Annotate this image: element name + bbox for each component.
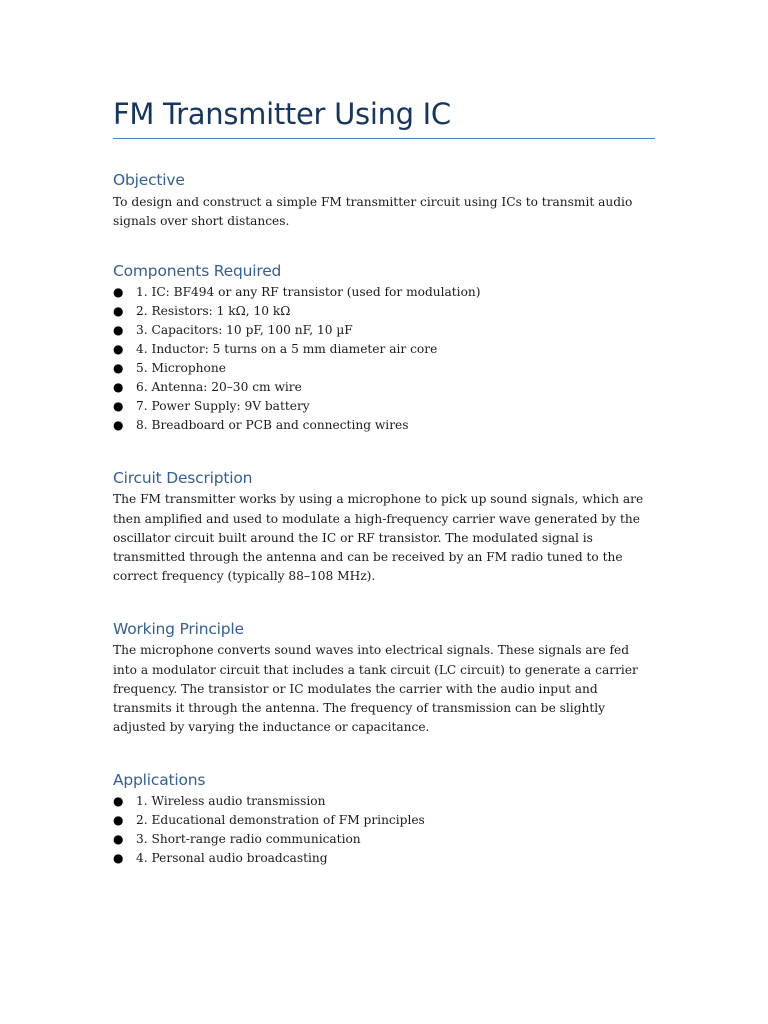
objective-section bbox=[113, 169, 655, 231]
applications-section bbox=[113, 769, 655, 868]
objective-text: To design and construct a simple FM transmitter circuit using ICs to transmit audio signals over short distances. bbox=[113, 195, 633, 229]
bullet-dot-icon: ● bbox=[113, 832, 124, 847]
list-item bbox=[113, 302, 655, 321]
list-item bbox=[113, 849, 655, 868]
bullet-dot-icon: ● bbox=[113, 323, 124, 338]
list-item-text: 2. Educational demonstration of FM principles bbox=[136, 813, 425, 828]
bullet-dot-icon: ● bbox=[113, 342, 124, 357]
working-section bbox=[113, 618, 655, 737]
bullet-dot-icon: ● bbox=[113, 813, 124, 828]
components-section bbox=[113, 260, 655, 435]
applications-heading: Applications bbox=[113, 771, 206, 790]
objective-heading: Objective bbox=[113, 171, 185, 189]
list-item-text: 7. Power Supply: 9V battery bbox=[136, 399, 310, 414]
list-item-text: 5. Microphone bbox=[136, 361, 226, 376]
circuit-text: The FM transmitter works by using a microphone to pick up sound signals, which are then amplified and used to modulate a high-frequency carrier wave generated by the oscillator circuit built around the IC or RF transistor. The modulated signal is transmitted through the antenna and can be received by an FM radio tuned to the correct frequency (typically 88–108 MHz). bbox=[113, 492, 644, 584]
list-item bbox=[113, 811, 655, 830]
list-item bbox=[113, 397, 655, 416]
list-item bbox=[113, 830, 655, 849]
components-heading: Components Required bbox=[113, 262, 282, 281]
bullet-dot-icon: ● bbox=[113, 418, 124, 433]
list-item-text: 8. Breadboard or PCB and connecting wires bbox=[136, 418, 409, 433]
list-item bbox=[113, 359, 655, 378]
list-item bbox=[113, 340, 655, 359]
circuit-section bbox=[113, 467, 655, 586]
list-item-text: 3. Capacitors: 10 pF, 100 nF, 10 µF bbox=[136, 323, 353, 338]
document-body bbox=[113, 95, 655, 868]
list-item bbox=[113, 321, 655, 340]
list-item bbox=[113, 792, 655, 811]
list-item bbox=[113, 378, 655, 397]
working-heading: Working Principle bbox=[113, 620, 244, 639]
bullet-dot-icon: ● bbox=[113, 399, 124, 414]
list-item bbox=[113, 416, 655, 435]
list-item-text: 2. Resistors: 1 kΩ, 10 kΩ bbox=[136, 304, 291, 319]
bullet-dot-icon: ● bbox=[113, 380, 124, 395]
circuit-heading: Circuit Description bbox=[113, 469, 253, 488]
list-item-text: 1. IC: BF494 or any RF transistor (used for modulation) bbox=[136, 285, 481, 300]
list-item-text: 4. Inductor: 5 turns on a 5 mm diameter air core bbox=[136, 342, 438, 357]
components-list bbox=[113, 283, 655, 435]
list-item-text: 3. Short-range radio communication bbox=[136, 832, 361, 847]
bullet-dot-icon: ● bbox=[113, 304, 124, 319]
document-title: FM Transmitter Using IC bbox=[113, 95, 655, 139]
working-text: The microphone converts sound waves into electrical signals. These signals are fed into a modulator circuit that includes a tank circuit (LC circuit) to generate a carrier frequency. The transistor or IC modulates the carrier with the audio input and transmits it through the antenna. The frequency of transmission can be slightly adjusted by varying the inductance or capacitance. bbox=[113, 643, 638, 735]
bullet-dot-icon: ● bbox=[113, 361, 124, 376]
list-item-text: 1. Wireless audio transmission bbox=[136, 794, 326, 809]
applications-list bbox=[113, 792, 655, 868]
list-item bbox=[113, 283, 655, 302]
bullet-dot-icon: ● bbox=[113, 794, 124, 809]
bullet-dot-icon: ● bbox=[113, 851, 124, 866]
bullet-dot-icon: ● bbox=[113, 285, 124, 300]
list-item-text: 4. Personal audio broadcasting bbox=[136, 851, 328, 866]
list-item-text: 6. Antenna: 20–30 cm wire bbox=[136, 380, 302, 395]
